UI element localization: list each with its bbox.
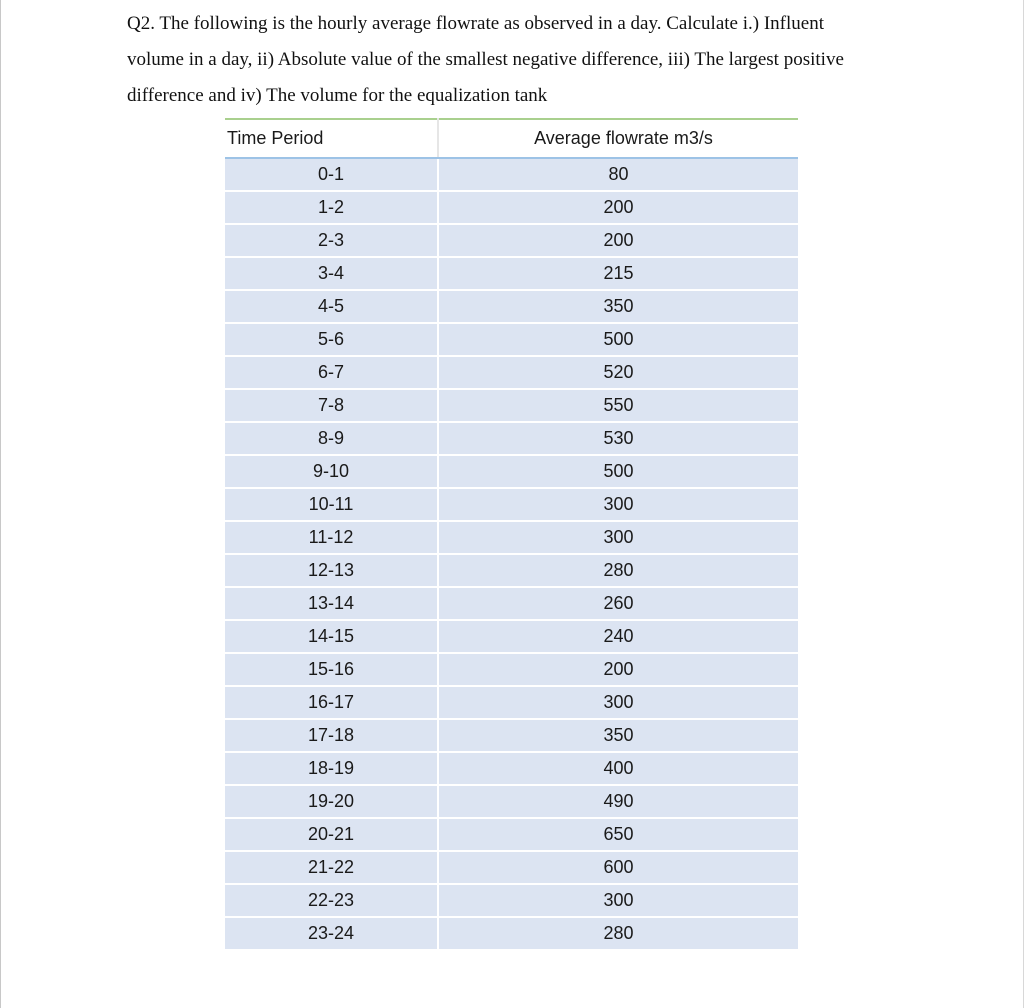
cell-time-period: 16-17 [225, 686, 438, 719]
cell-time-period: 17-18 [225, 719, 438, 752]
table-row [225, 323, 798, 356]
cell-average-flowrate: 500 [438, 323, 798, 356]
cell-time-period: 5-6 [225, 323, 438, 356]
table-row [225, 884, 798, 917]
cell-average-flowrate: 300 [438, 488, 798, 521]
question-line-1: Q2. The following is the hourly average flowrate as observed in a day. Calculate i.) Influent [127, 13, 824, 34]
table-row [225, 653, 798, 686]
cell-time-period: 2-3 [225, 224, 438, 257]
cell-time-period: 21-22 [225, 851, 438, 884]
table-row [225, 191, 798, 224]
cell-time-period: 0-1 [225, 158, 438, 191]
cell-time-period: 6-7 [225, 356, 438, 389]
cell-average-flowrate: 600 [438, 851, 798, 884]
question-text [127, 6, 907, 114]
cell-time-period: 8-9 [225, 422, 438, 455]
flowrate-table [225, 118, 798, 951]
table-header-row [225, 119, 798, 158]
table-row [225, 521, 798, 554]
cell-time-period: 12-13 [225, 554, 438, 587]
cell-time-period: 10-11 [225, 488, 438, 521]
table-row [225, 422, 798, 455]
cell-average-flowrate: 200 [438, 224, 798, 257]
table-row [225, 455, 798, 488]
cell-average-flowrate: 80 [438, 158, 798, 191]
cell-time-period: 7-8 [225, 389, 438, 422]
table-row [225, 158, 798, 191]
cell-time-period: 4-5 [225, 290, 438, 323]
cell-average-flowrate: 280 [438, 917, 798, 950]
cell-time-period: 18-19 [225, 752, 438, 785]
cell-time-period: 1-2 [225, 191, 438, 224]
table-row [225, 389, 798, 422]
header-average-flowrate: Average flowrate m3/s [438, 119, 798, 158]
cell-average-flowrate: 550 [438, 389, 798, 422]
cell-average-flowrate: 260 [438, 587, 798, 620]
table-row [225, 851, 798, 884]
question-line-2: volume in a day, ii) Absolute value of the smallest negative difference, iii) The largest positive [127, 49, 844, 70]
cell-time-period: 9-10 [225, 455, 438, 488]
cell-average-flowrate: 650 [438, 818, 798, 851]
table-row [225, 785, 798, 818]
cell-average-flowrate: 350 [438, 290, 798, 323]
cell-average-flowrate: 400 [438, 752, 798, 785]
cell-time-period: 14-15 [225, 620, 438, 653]
cell-average-flowrate: 200 [438, 191, 798, 224]
cell-average-flowrate: 350 [438, 719, 798, 752]
cell-average-flowrate: 530 [438, 422, 798, 455]
cell-average-flowrate: 280 [438, 554, 798, 587]
table-row [225, 620, 798, 653]
cell-time-period: 11-12 [225, 521, 438, 554]
table-row [225, 752, 798, 785]
cell-time-period: 3-4 [225, 257, 438, 290]
table-row [225, 719, 798, 752]
cell-time-period: 15-16 [225, 653, 438, 686]
table-row [225, 818, 798, 851]
header-time-period: Time Period [225, 119, 438, 158]
table-row [225, 686, 798, 719]
cell-time-period: 19-20 [225, 785, 438, 818]
cell-time-period: 23-24 [225, 917, 438, 950]
table-body [225, 158, 798, 950]
table-row [225, 356, 798, 389]
cell-average-flowrate: 490 [438, 785, 798, 818]
page-edge-left [0, 0, 1, 1008]
table-row [225, 917, 798, 950]
cell-average-flowrate: 520 [438, 356, 798, 389]
table-row [225, 290, 798, 323]
cell-average-flowrate: 300 [438, 884, 798, 917]
question-line-3: difference and iv) The volume for the equalization tank [127, 85, 548, 106]
cell-time-period: 22-23 [225, 884, 438, 917]
table-row [225, 587, 798, 620]
table-row [225, 554, 798, 587]
table-row [225, 224, 798, 257]
cell-average-flowrate: 240 [438, 620, 798, 653]
cell-average-flowrate: 215 [438, 257, 798, 290]
cell-average-flowrate: 300 [438, 521, 798, 554]
cell-average-flowrate: 300 [438, 686, 798, 719]
table-row [225, 488, 798, 521]
cell-time-period: 13-14 [225, 587, 438, 620]
cell-average-flowrate: 200 [438, 653, 798, 686]
cell-average-flowrate: 500 [438, 455, 798, 488]
table-row [225, 257, 798, 290]
cell-time-period: 20-21 [225, 818, 438, 851]
